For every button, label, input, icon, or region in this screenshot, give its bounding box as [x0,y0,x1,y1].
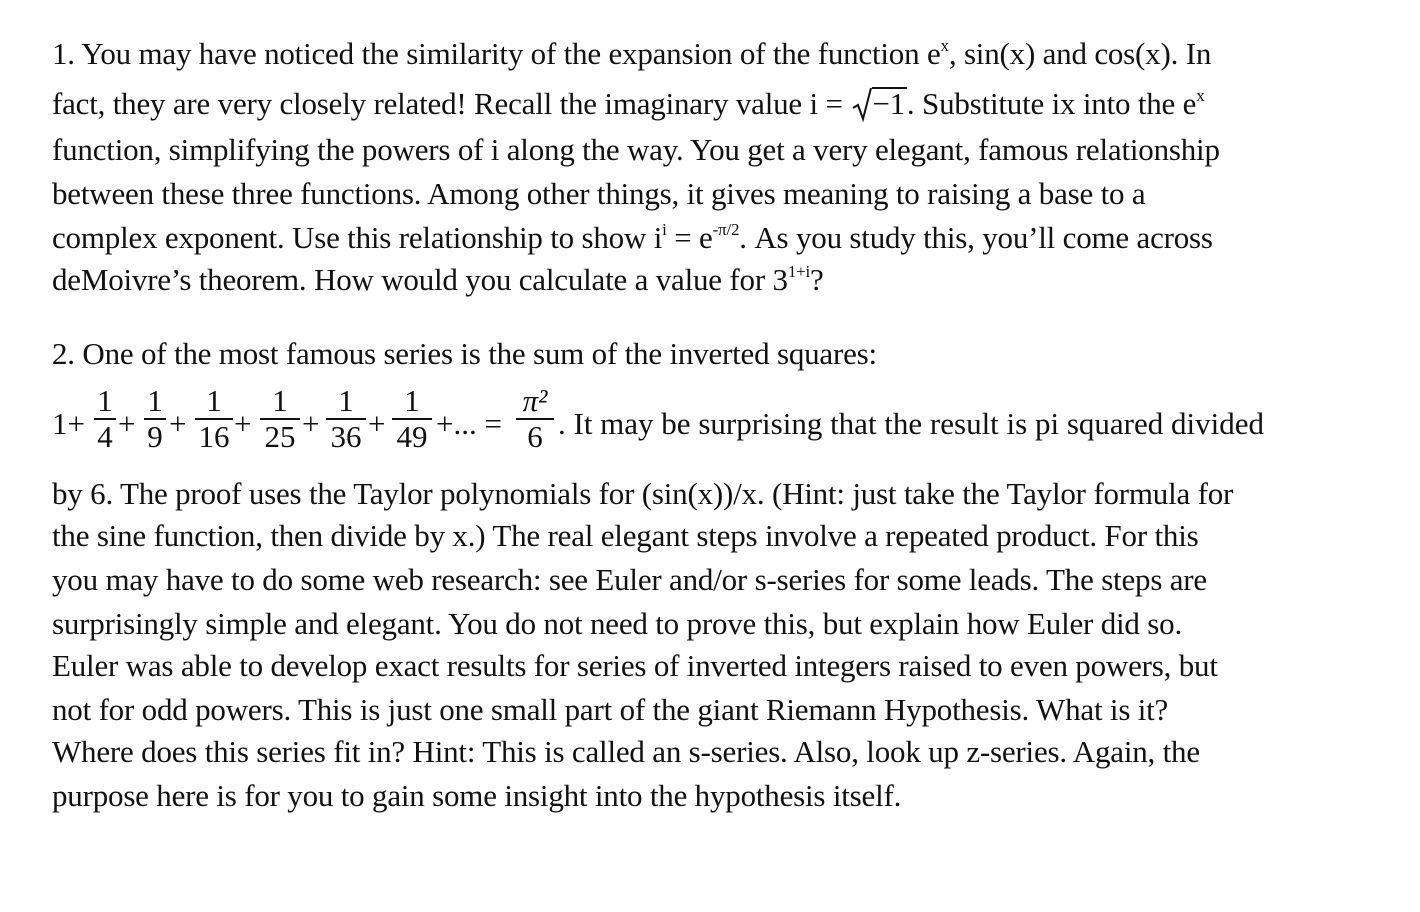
q2-line-8: purpose here is for you to gain some insight into the hypothesis itself. [52,778,902,813]
series-fraction: 1 16 [195,384,233,454]
q1-superscript: x [1196,85,1205,105]
q2-line-5: Euler was able to develop exact results for series of inverted integers raised to even powers, but [52,648,1218,683]
q1-text: = e [666,220,713,255]
series-fraction: 1 4 [94,384,116,454]
radicand: −1 [872,86,905,121]
q1-superscript: -π/2 [712,219,740,239]
q2-line-2: the sine function, then divide by x.) The real elegant steps involve a repeated product. For this [52,518,1199,553]
q1-text: . As you study this, you’ll come across [739,220,1213,255]
q1-line-1 [52,36,1211,72]
q2-intro: 2. One of the most famous series is the sum of the inverted squares: [52,336,877,371]
series-ellipsis: +... = [436,406,502,441]
q1-superscript: i [662,219,667,239]
q1-text: , sin(x) and cos(x). In [948,36,1212,71]
q1-text: complex exponent. Use this relationship to show i [52,220,663,255]
series-fraction: 1 25 [260,384,300,454]
series-fraction: 1 9 [144,384,166,454]
q2-line-7: Where does this series fit in? Hint: This is called an s-series. Also, look up z-series. Again, the [52,734,1200,769]
q1-text: . Substitute ix into the e [906,86,1197,121]
q1-text: deMoivre’s theorem. How would you calculate a value for 3 [52,262,788,297]
series-fraction: 1 49 [392,384,432,454]
plus-sign: + [118,406,136,441]
plus-sign: + [169,406,187,441]
q1-superscript: x [940,35,949,55]
q1-line-4: between these three functions. Among other things, it gives meaning to raising a base to a [52,176,1146,211]
series-tail-text: . It may be surprising that the result is pi squared divided [558,406,1264,441]
q1-text: 1. You may have noticed the similarity of the expansion of the function e [52,36,941,71]
square-root-expression [852,86,907,122]
plus-sign: + [302,406,320,441]
q1-text: fact, they are very closely related! Recall the imaginary value i = [52,86,851,121]
q1-line-5 [52,220,1213,256]
q1-line-6 [52,262,824,298]
q2-line-3: you may have to do some web research: see Euler and/or s-series for some leads. The steps are [52,562,1207,597]
q1-text: ? [810,262,824,297]
q2-line-4: surprisingly simple and elegant. You do not need to prove this, but explain how Euler did so. [52,606,1182,641]
q1-line-3: function, simplifying the powers of i along the way. You get a very elegant, famous relationship [52,132,1220,167]
q1-line-2 [52,86,1205,122]
q2-line-1: by 6. The proof uses the Taylor polynomials for (sin(x))/x. (Hint: just take the Taylor formula for [52,476,1234,511]
plus-sign: + [234,406,252,441]
series-lead: 1+ [52,406,85,441]
series-fraction: 1 36 [326,384,366,454]
q1-superscript: 1+i [787,261,811,281]
q2-line-6: not for odd powers. This is just one small part of the giant Riemann Hypothesis. What is it? [52,692,1169,727]
plus-sign: + [368,406,386,441]
series-result-fraction: π² 6 [516,384,554,454]
radical-sign-icon [852,86,872,122]
